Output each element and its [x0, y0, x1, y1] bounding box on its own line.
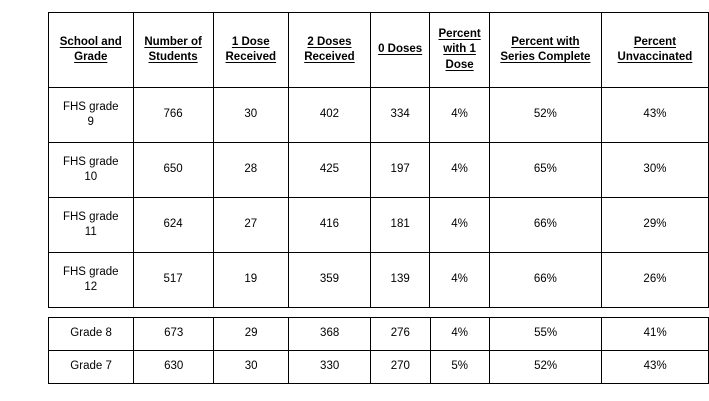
row-label-cell [49, 143, 134, 198]
vaccination-main-table [48, 12, 709, 308]
row-label-line: 9 [87, 116, 94, 128]
row-label-line: FHS grade [62, 100, 119, 113]
column-header-line: Dose [445, 58, 474, 71]
column-header-line: Percent [633, 35, 677, 48]
cell-2-doses-received: 359 [288, 253, 370, 308]
cell-0-doses: 139 [370, 253, 429, 308]
cell-1-dose-received: 19 [213, 253, 288, 308]
cell-percent-unvaccinated: 29% [601, 198, 708, 253]
column-header-line: Percent [438, 28, 481, 41]
table-row [49, 318, 709, 351]
cell-percent-unvaccinated: 26% [601, 253, 708, 308]
cell-0-doses: 181 [370, 198, 429, 253]
column-header-line: Series Complete [500, 51, 591, 63]
cell-percent-with-1-dose: 4% [430, 143, 490, 198]
cell-number-of-students: 650 [133, 143, 213, 198]
table-body [49, 318, 709, 384]
cell-0-doses: 334 [370, 88, 429, 143]
column-header-0-doses [370, 13, 429, 88]
row-label-cell [49, 318, 134, 351]
cell-percent-series-complete: 52% [489, 351, 601, 384]
column-header-percent-unvaccinated [601, 13, 708, 88]
row-label-cell [49, 198, 134, 253]
cell-percent-unvaccinated: 43% [601, 88, 708, 143]
cell-2-doses-received: 402 [288, 88, 370, 143]
column-header-line: School and [59, 35, 122, 48]
cell-1-dose-received: 27 [213, 198, 288, 253]
column-header-line: Grade [74, 51, 108, 63]
cell-0-doses: 270 [371, 351, 430, 384]
row-label-line: FHS grade [62, 265, 119, 278]
cell-1-dose-received: 28 [213, 143, 288, 198]
row-label-cell [49, 351, 134, 384]
cell-1-dose-received: 30 [213, 88, 288, 143]
column-header-1-dose-received [213, 13, 288, 88]
row-label-line: FHS grade [62, 155, 119, 168]
cell-percent-series-complete: 55% [489, 318, 601, 351]
column-header-number-of-students [133, 13, 213, 88]
row-label-line: Grade 8 [70, 327, 112, 340]
cell-percent-unvaccinated: 30% [601, 143, 708, 198]
column-header-percent-with-series-complete [489, 13, 601, 88]
row-label-cell [49, 88, 134, 143]
cell-2-doses-received: 330 [289, 351, 371, 384]
column-header-line: 0 Doses [378, 43, 423, 56]
cell-0-doses: 197 [370, 143, 429, 198]
cell-percent-series-complete: 66% [489, 253, 601, 308]
table-row [49, 351, 709, 384]
table-row [49, 88, 709, 143]
row-label-line: 12 [84, 281, 98, 293]
cell-percent-with-1-dose: 5% [430, 351, 489, 384]
row-label-line: 11 [84, 226, 97, 238]
table-row [49, 198, 709, 253]
table-header-row [49, 13, 709, 88]
cell-number-of-students: 766 [133, 88, 213, 143]
column-header-line: Received [304, 51, 355, 63]
cell-2-doses-received: 368 [289, 318, 371, 351]
table-row [49, 253, 709, 308]
column-header-line: 2 Doses [307, 35, 352, 48]
cell-percent-with-1-dose: 4% [430, 253, 490, 308]
cell-number-of-students: 517 [133, 253, 213, 308]
cell-number-of-students: 624 [133, 198, 213, 253]
column-header-line: with 1 [443, 43, 476, 56]
column-header-line: Percent with [511, 35, 580, 48]
column-header-line: 1 Dose [231, 35, 270, 48]
column-header-line: Students [148, 51, 198, 63]
cell-1-dose-received: 29 [214, 318, 289, 351]
row-label-line: 10 [84, 171, 98, 183]
cell-percent-unvaccinated: 41% [602, 318, 709, 351]
cell-percent-series-complete: 52% [489, 88, 601, 143]
cell-percent-unvaccinated: 43% [602, 351, 709, 384]
cell-percent-with-1-dose: 4% [430, 318, 489, 351]
row-label-line: Grade 7 [70, 360, 112, 373]
cell-percent-series-complete: 65% [489, 143, 601, 198]
column-header-school-and-grade [49, 13, 134, 88]
table-row [49, 143, 709, 198]
column-header-2-doses-received [288, 13, 370, 88]
cell-percent-with-1-dose: 4% [430, 88, 490, 143]
row-label-line: FHS grade [62, 210, 119, 223]
cell-number-of-students: 630 [134, 351, 214, 384]
column-header-line: Received [225, 51, 277, 63]
column-header-line: Number of [144, 35, 202, 48]
cell-percent-with-1-dose: 4% [430, 198, 490, 253]
cell-percent-series-complete: 66% [489, 198, 601, 253]
table-body [49, 88, 709, 308]
table-header-row-group [49, 13, 709, 88]
row-label-cell [49, 253, 134, 308]
cell-1-dose-received: 30 [214, 351, 289, 384]
cell-2-doses-received: 425 [288, 143, 370, 198]
cell-0-doses: 276 [371, 318, 430, 351]
cell-number-of-students: 673 [134, 318, 214, 351]
vaccination-secondary-table [48, 317, 709, 384]
cell-2-doses-received: 416 [288, 198, 370, 253]
column-header-line: Unvaccinated [617, 51, 693, 63]
column-header-percent-with-1-dose [430, 13, 490, 88]
